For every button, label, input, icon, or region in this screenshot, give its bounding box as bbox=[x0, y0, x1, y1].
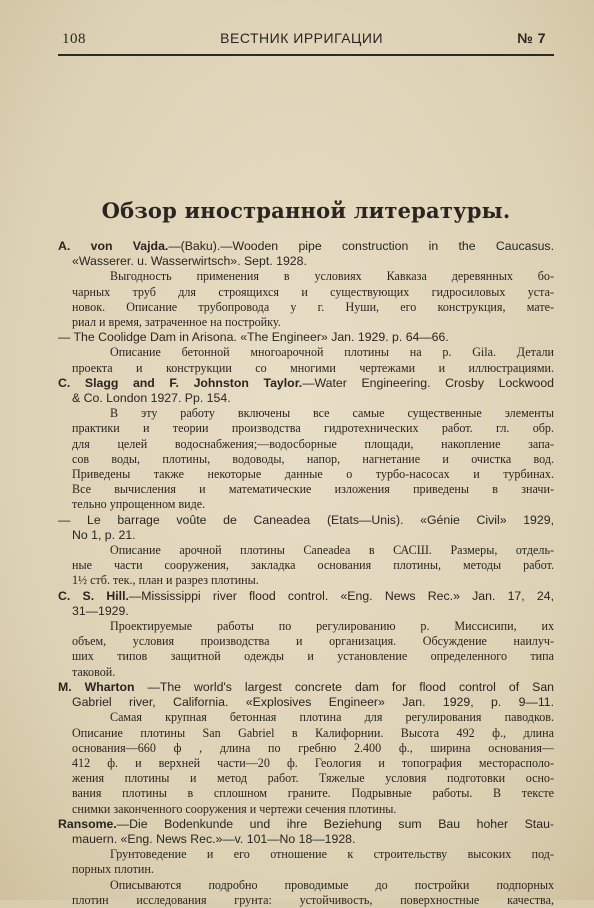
text-line bbox=[58, 665, 554, 680]
line-text: вания плотины в сплошном граните. Подрывные работы. В тексте bbox=[72, 786, 554, 801]
author-name: C. S. Hill. bbox=[58, 588, 129, 603]
text-line bbox=[58, 817, 554, 832]
line-text: — The Coolidge Dam in Arisona. «The Engineer» Jan. 1929. p. 64—66. bbox=[58, 330, 449, 345]
line-text: ших типов защитной одежды и установление определенного типа bbox=[72, 649, 554, 664]
line-text: ные части сооружения, закладка основания плотины, методы работ. bbox=[72, 558, 554, 573]
author-name: M. Wharton bbox=[58, 679, 135, 694]
line-text: жения плотины и метод работ. Тяжелые условия подготовки осно- bbox=[72, 771, 554, 786]
text-line bbox=[58, 482, 554, 497]
text-line bbox=[58, 300, 554, 315]
journal-title: ВЕСТНИК ИРРИГАЦИИ bbox=[220, 30, 384, 46]
text-line bbox=[58, 315, 554, 330]
text-line bbox=[58, 695, 554, 710]
text-line bbox=[58, 345, 554, 360]
line-text: снимки законченного сооружения и чертежи сечения плотины. bbox=[72, 801, 397, 816]
line-text: 1½ стб. тек., план и разрез плотины. bbox=[72, 573, 259, 588]
line-text: Приведены также некоторые данные о турбо-насосах и турбинах. bbox=[72, 467, 554, 482]
text-line bbox=[58, 467, 554, 482]
line-text: Описываются подробно проводимые до постройки подпорных bbox=[110, 877, 554, 892]
text-line bbox=[58, 528, 554, 543]
text-line bbox=[58, 878, 554, 893]
line-text: mauern. «Eng. News Rec.»—v. 101—No 18—1928. bbox=[72, 831, 356, 846]
header-rule bbox=[58, 54, 554, 56]
text-line bbox=[58, 832, 554, 847]
text-line bbox=[58, 497, 554, 512]
line-text: плотин исследования грунта: устойчивость, поверхностные качества, bbox=[72, 892, 554, 907]
text-line bbox=[58, 437, 554, 452]
text-line bbox=[58, 513, 554, 528]
line-text: —(Baku).—Wooden pipe construction in the Caucasus. bbox=[168, 239, 554, 253]
text-line bbox=[58, 406, 554, 421]
text-line bbox=[58, 649, 554, 664]
line-text: & Co. London 1927. Pp. 154. bbox=[72, 391, 231, 406]
text-line bbox=[58, 254, 554, 269]
text-line bbox=[58, 452, 554, 467]
running-header bbox=[58, 30, 554, 52]
line-text: основания—660 ф , длина по гребню 2.400 ф., ширина основания— bbox=[72, 740, 554, 755]
line-text: Самая крупная бетонная плотина для регулирования паводков. bbox=[110, 710, 554, 725]
text-line bbox=[58, 847, 554, 862]
text-line bbox=[58, 802, 554, 817]
text-line bbox=[58, 680, 554, 695]
issue-number: № 7 bbox=[517, 30, 546, 46]
line-text: чарных труб для строящихся и существующих гидросиловых уста- bbox=[72, 284, 554, 299]
text-line bbox=[58, 361, 554, 376]
author-name: A. von Vajda. bbox=[58, 239, 169, 253]
line-text: сов воды, плотины, водоводы, напор, нагнетание и очистка вод. bbox=[72, 451, 554, 466]
text-line bbox=[58, 558, 554, 573]
line-text: новок. Описание трубопровода у г. Нуши, его конструкция, мате- bbox=[72, 299, 554, 314]
line-text: Описание арочной плотины Caneadea в САСШ. Размеры, отдель- bbox=[110, 543, 554, 558]
text-line bbox=[58, 634, 554, 649]
author-name: C. Slagg and F. Johnston Taylor. bbox=[58, 375, 303, 390]
line-text: —Die Bodenkunde und ihre Beziehung sum Bau hoher Stau- bbox=[116, 816, 554, 831]
text-line bbox=[58, 391, 554, 406]
text-line bbox=[58, 604, 554, 619]
text-line bbox=[58, 710, 554, 725]
text-line bbox=[58, 239, 554, 254]
line-text: для целей водоснабжения;—водосборные площади, накопление запа- bbox=[72, 436, 554, 451]
text-line bbox=[58, 862, 554, 877]
line-text: —The world's largest concrete dam for flood control of San bbox=[134, 679, 554, 694]
text-line bbox=[58, 330, 554, 345]
text-line bbox=[58, 893, 554, 908]
line-text: порных плотин. bbox=[72, 862, 154, 877]
line-text: 31—1929. bbox=[72, 603, 129, 618]
line-text: проекта и конструкции со многими чертежами и иллюстрациями. bbox=[72, 360, 554, 375]
author-name: Ransome. bbox=[58, 816, 117, 831]
line-text: объем, условия производства и организация. Обсуждение наилуч- bbox=[72, 634, 554, 649]
page-number: 108 bbox=[62, 31, 86, 47]
line-text: Проектируемые работы по регулированию р. Миссисипи, их bbox=[110, 619, 554, 634]
text-line bbox=[58, 741, 554, 756]
text-line bbox=[58, 421, 554, 436]
line-text: таковой. bbox=[72, 664, 116, 679]
text-line bbox=[58, 543, 554, 558]
text-line bbox=[58, 771, 554, 786]
text-line bbox=[58, 619, 554, 634]
line-text: Грунтоведение и его отношение к строительству высоких под- bbox=[110, 847, 554, 862]
line-text: Все вычисления и математические изложения приведены в значи- bbox=[72, 482, 554, 497]
line-text: Gabriel river, California. «Explosives Engineer» Jan. 1929, p. 9—11. bbox=[72, 695, 554, 710]
line-text: практики и теории производства гидротехнических работ. гл. обр. bbox=[72, 421, 554, 436]
text-line bbox=[58, 726, 554, 741]
line-text: «Wasserer. u. Wasserwirtsch». Sept. 1928. bbox=[72, 254, 307, 269]
line-text: Описание бетонной многоарочной плотины на р. Gila. Детали bbox=[110, 345, 554, 360]
review-text bbox=[58, 239, 554, 908]
page-title: Обзор иностранной литературы. bbox=[101, 198, 511, 223]
line-text: Описание плотины San Gabriel в Калифорнии. Высота 492 ф., длина bbox=[72, 725, 554, 740]
line-text: 412 ф. и верхней части—20 ф. Геология и топография месторасполо- bbox=[72, 755, 554, 770]
text-line bbox=[58, 573, 554, 588]
line-text: —Mississippi river flood control. «Eng. News Rec.» Jan. 17, 24, bbox=[128, 588, 555, 603]
text-line bbox=[58, 589, 554, 604]
line-text: —Water Engineering. Crosby Lockwood bbox=[302, 375, 554, 390]
line-text: тельно упрощенном виде. bbox=[72, 497, 206, 512]
line-text: Выгодность применения в условиях Кавказа деревянных бо- bbox=[110, 269, 554, 284]
text-line bbox=[58, 285, 554, 300]
line-text: риал и время, затраченное на постройку. bbox=[72, 315, 281, 330]
line-text: No 1, p. 21. bbox=[72, 527, 136, 542]
text-line bbox=[58, 269, 554, 284]
line-text: — Le barrage voûte de Caneadea (Etats—Unis). «Génie Civil» 1929, bbox=[58, 512, 554, 527]
line-text: В эту работу включены все самые существенные элементы bbox=[110, 406, 554, 421]
text-line bbox=[58, 376, 554, 391]
text-line bbox=[58, 756, 554, 771]
text-line bbox=[58, 786, 554, 801]
